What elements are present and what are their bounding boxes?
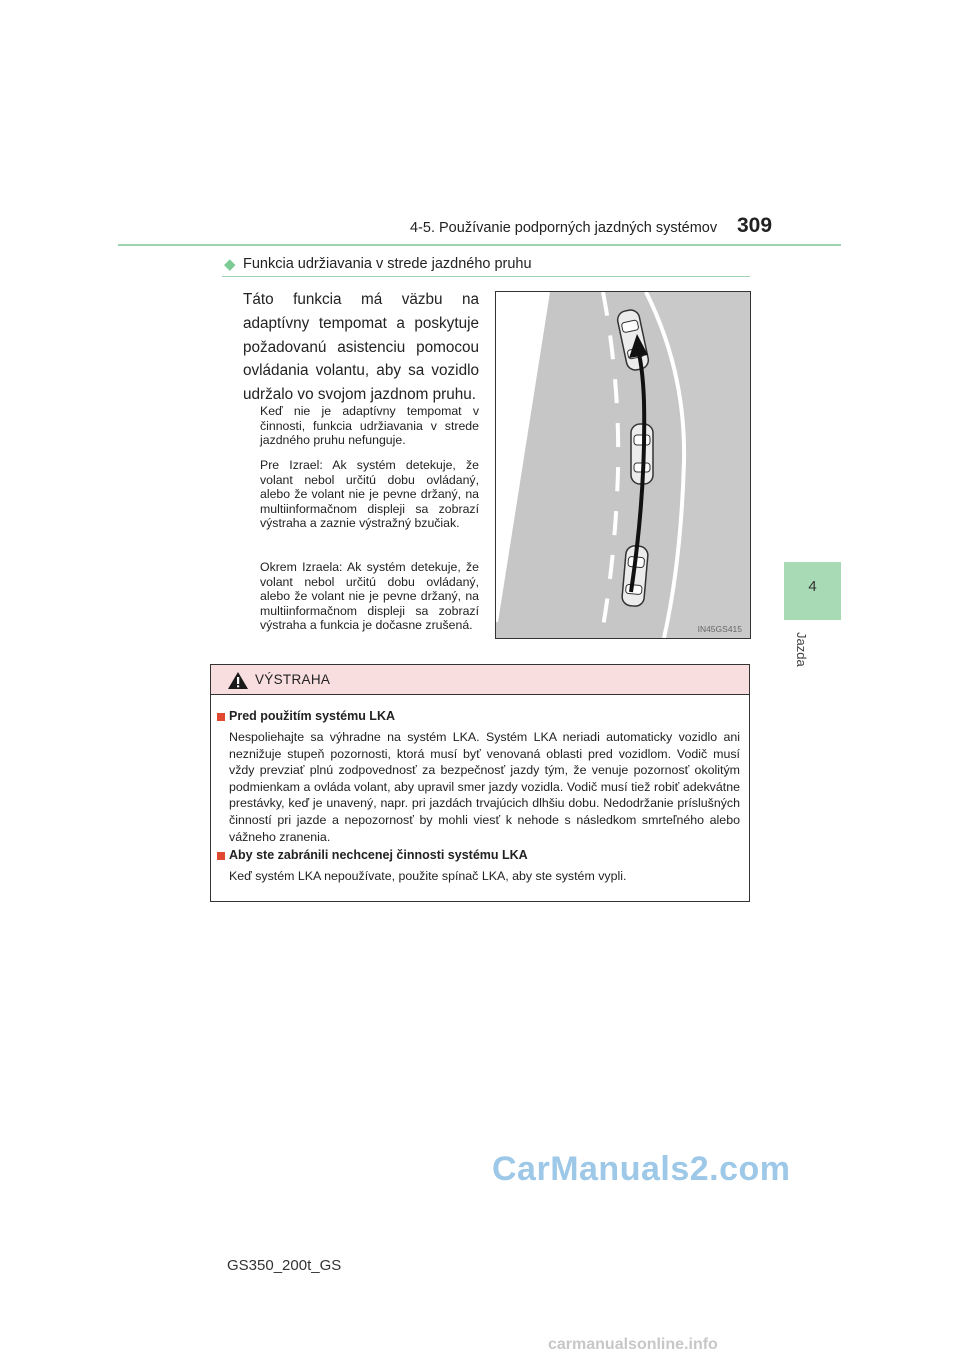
warning-item-text: Nespoliehajte sa výhradne na systém LKA. Systém LKA neriadi automaticky vozidlo ani neznižuje stupeň pozornosti, ktorá musí byť venovaná oblasti pred vozidlom. Vodič musí vždy prevziať plnú zodpovednosť za bezpečnosť jazdy tým, že venuje pozornosť okolitým podmienkam a ovláda volant, aby upravil smer jazdy vozidla. Vodič musí tiež robiť adekvátne prestávky, keď je unavený, napr. pri jazdách trvajúcich dlhšiu dobu. Nedodržanie príslušných činností pri jazde a nepozornosť by mohli viesť k nehode s následkom smrteľného alebo vážneho zranenia. xyxy=(229,730,740,844)
warning-box xyxy=(210,664,750,902)
chapter-label xyxy=(795,632,811,676)
chapter-label-text: Jazda xyxy=(794,632,809,667)
bullet-square-icon xyxy=(217,852,225,860)
lane-centering-figure xyxy=(495,291,751,639)
lane-centering-illustration xyxy=(496,292,750,638)
warning-header xyxy=(211,665,749,695)
section-heading: Funkcia udržiavania v strede jazdného pruhu xyxy=(243,256,532,272)
note-paragraph: Keď nie je adaptívny tempomat v činnosti, funkcia udržiavania v strede jazdného pruhu nefunguje. xyxy=(260,404,479,448)
note-paragraph: Pre Izrael: Ak systém detekuje, že volant nebol určitú dobu ovládaný, alebo že volant nie je pevne držaný, na multiinformačnom displeji sa zobrazí výstraha a zaznie výstražný bzučiak. xyxy=(260,458,479,531)
warning-item-text: Keď systém LKA nepoužívate, použite spínač LKA, aby ste systém vypli. xyxy=(229,869,627,883)
section-rule xyxy=(222,276,750,277)
warning-icon xyxy=(227,671,249,690)
bullet-square-icon xyxy=(217,713,225,721)
note-paragraph: Okrem Izraela: Ak systém detekuje, že volant nebol určitú dobu ovládaný, alebo že volant nie je pevne držaný, na multiinformačnom displeji sa zobrazí výstraha a funkcia je dočasne zrušená. xyxy=(260,560,479,633)
road-surface xyxy=(496,292,684,638)
header-rule xyxy=(118,244,841,246)
diamond-icon: ◆ xyxy=(224,256,236,273)
warning-item-heading: Pred použitím systému LKA xyxy=(229,709,395,723)
intro-paragraph: Táto funkcia má väzbu na adaptívny tempomat a poskytuje požadovanú asistenciu pomocou ovládania volantu, aby sa vozidlo udržalo vo svojom jazdnom pruhu. xyxy=(243,291,479,404)
warning-title: VÝSTRAHA xyxy=(255,672,331,687)
figure-code: IN45GS415 xyxy=(697,624,742,634)
watermark-secondary: carmanualsonline.info xyxy=(548,1336,718,1353)
warning-item-heading: Aby ste zabránili nechcenej činnosti systému LKA xyxy=(229,848,528,862)
header-title: 4-5. Používanie podporných jazdných systémov xyxy=(410,220,718,236)
page-number: 309 xyxy=(737,214,773,237)
document-code: GS350_200t_GS xyxy=(227,1257,342,1274)
chapter-number: 4 xyxy=(808,578,817,595)
watermark-primary: CarManuals2.com xyxy=(492,1150,791,1188)
